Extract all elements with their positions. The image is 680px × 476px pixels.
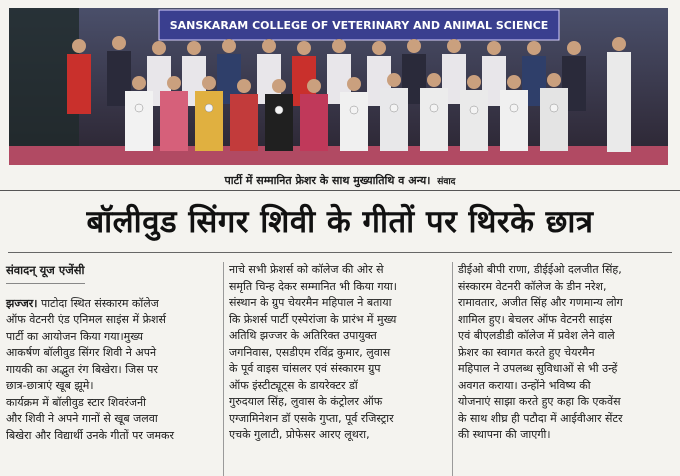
text-line: कार्यक्रम में बॉलीवुड स्टार शिवरंजनी bbox=[6, 395, 146, 409]
paragraph bbox=[229, 262, 445, 444]
text-line: एचके गुलाटी, प्रोफेसर आरए लूथरा, bbox=[229, 428, 370, 441]
news-photo bbox=[9, 8, 668, 165]
paragraph bbox=[458, 262, 672, 444]
article-column-3 bbox=[458, 262, 672, 444]
text-line: नाचे सभी फ्रेशर्स को कॉलेज की ओर से bbox=[229, 263, 384, 276]
banner-text: SANSKARAM COLLEGE OF VETERINARY AND ANIMAL SCIENCE bbox=[169, 19, 549, 32]
text-line: डीईओ बीपी राणा, डीईईओ दलजीत सिंह, bbox=[458, 263, 622, 276]
column-divider bbox=[452, 262, 453, 476]
text-line: गुरुदयाल सिंह, लुवास के कंट्रोलर ऑफ bbox=[229, 395, 383, 408]
text-line: की स्थापना की जाएगी। bbox=[458, 428, 551, 441]
text-line: रामावतार, अजीत सिंह और गणमान्य लोग bbox=[458, 296, 623, 309]
text-line: ऑफ वेटनरी एंड एनिमल साइंस में फ्रेशर्स bbox=[6, 313, 166, 326]
text-line: एग्जामिनेशन डॉ एसके गुप्ता, पूर्व रजिस्ट्रार bbox=[229, 411, 394, 425]
caption-credit: संवाद bbox=[437, 177, 456, 187]
text-line: जगनिवास, एसडीएम रविंद्र कुमार, लुवास bbox=[229, 345, 391, 359]
text-line: एवं बीएलडीडी कॉलेज में प्रवेश लेने वाले bbox=[458, 329, 615, 342]
text-line: के साथ शीघ्र ही पटौदा में आईवीआर सेंटर bbox=[458, 411, 623, 425]
text-line: गायकी का अद्भुत रंग बिखेरा। जिस पर bbox=[6, 362, 158, 376]
article-column-2 bbox=[229, 262, 445, 444]
headline: बॉलीवुड सिंगर शिवी के गीतों पर थिरके छात्र bbox=[86, 204, 594, 240]
byline: संवादन् यूज एजेंसी bbox=[6, 262, 85, 284]
dateline: झज्जर। bbox=[6, 296, 38, 310]
article-column-1 bbox=[6, 262, 216, 444]
column-divider bbox=[223, 262, 224, 476]
text-line: संस्कारम वेटनरी कॉलेज के डीन नरेश, bbox=[458, 279, 607, 293]
text-line: योजनाएं साझा करते हुए कहा कि एकवेंस bbox=[458, 395, 621, 408]
divider bbox=[8, 252, 672, 253]
text-line: पार्टी का आयोजन किया गया।मुख्य bbox=[6, 329, 144, 343]
text-line: फ्रेशर का स्वागत करते हुए चेयरमैन bbox=[458, 345, 595, 359]
divider bbox=[0, 190, 680, 191]
text-line: कि फ्रेशर्स पार्टी एस्पेरांजा के प्रारंभ में मुख्य bbox=[229, 312, 397, 326]
paragraph bbox=[6, 296, 216, 445]
text-line: अवगत कराया। उन्होंने भविष्य की bbox=[458, 378, 591, 392]
text-line: छात्र-छात्राएं खूब झूमे। bbox=[6, 379, 94, 392]
photo-caption bbox=[0, 173, 680, 188]
text-line: संस्थान के ग्रुप चेयरमैन महिपाल ने बताया bbox=[229, 296, 392, 309]
text-line: ऑफ इंस्टीट्यूट्स के डायरेक्टर डॉ bbox=[229, 378, 358, 392]
caption-text: पार्टी में सम्मानित फ्रेशर के साथ मुख्यातिथि व अन्य। bbox=[224, 174, 431, 187]
text-line: समृति चिन्ह देकर सम्मानित भी किया गया। bbox=[229, 279, 397, 293]
text-line: और शिवी ने अपने गानों से खूब जलवा bbox=[6, 412, 158, 425]
group-photo-illustration bbox=[9, 8, 668, 165]
text-line: शामिल हुए। बेचलर ऑफ वेटनरी साइंस bbox=[458, 312, 612, 326]
text-line: झज्जर। पाटोदा स्थित संस्कारम कॉलेज bbox=[6, 296, 159, 310]
text-line: के पूर्व वाइस चांसलर एवं संस्कारम ग्रुप bbox=[229, 362, 381, 375]
text-line: अतिथि झज्जर के अतिरिक्त उपायुक्त bbox=[229, 329, 377, 342]
text-line: बिखेरा और विद्यार्थी उनके गीतों पर जमकर bbox=[6, 428, 175, 442]
text-line: आकर्षण बॉलीवुड सिंगर शिवी ने अपने bbox=[6, 346, 157, 359]
text-line: महिपाल ने उपलब्ध सुविधाओं से भी उन्हें bbox=[458, 362, 618, 375]
